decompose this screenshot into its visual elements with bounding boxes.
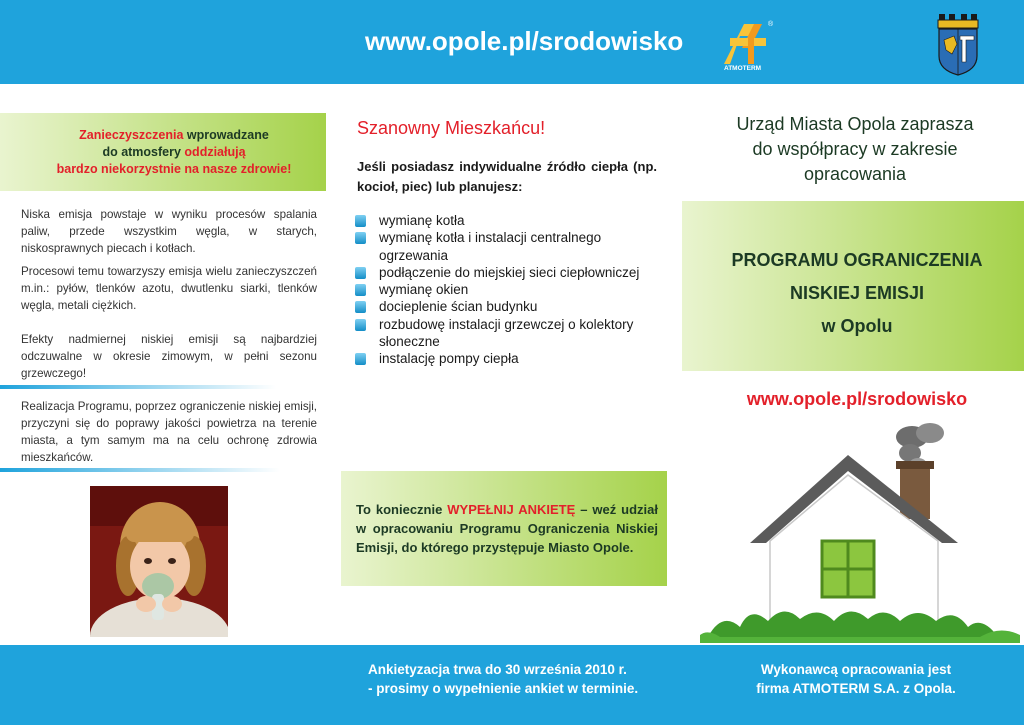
invitation-line: do współpracy w zakresie bbox=[752, 139, 958, 159]
program-title-line: NISKIEJ EMISJI bbox=[789, 283, 925, 303]
program-title-line: PROGRAMU OGRANICZENIA bbox=[731, 250, 983, 270]
invitation-line: Urząd Miasta Opola zaprasza bbox=[736, 114, 974, 134]
list-item bbox=[355, 281, 665, 298]
registered-mark: ® bbox=[768, 21, 774, 28]
paragraph-low-emission: Niska emisja powstaje w wyniku procesów spalania paliw, przede wszystkim węgla, w starych, niskosprawnych piecach i kotłach. bbox=[21, 208, 317, 255]
fill-survey-highlight: WYPEŁNIJ ANKIETĘ bbox=[447, 502, 576, 517]
intro-text: Jeśli posiadasz indywidualne źródło ciepła (np. kocioł, piec) lub planujesz: bbox=[357, 159, 657, 194]
atmoterm-logo bbox=[720, 18, 776, 72]
bullet-icon bbox=[355, 353, 366, 365]
plans-list bbox=[355, 212, 665, 368]
list-item bbox=[355, 212, 665, 229]
headline-affect: oddziałują bbox=[184, 145, 246, 159]
invitation-line: opracowania bbox=[803, 164, 907, 184]
survey-deadline-line: Ankietyzacja trwa do 30 września 2010 r. bbox=[368, 662, 627, 677]
divider-line bbox=[0, 385, 276, 389]
program-title bbox=[690, 244, 1024, 343]
bullet-icon bbox=[355, 215, 366, 227]
call-rest: – weź udział w opracowaniu Programu Ograniczenia Niskiej Emisji, do którego przystępuje Miasto Opole. bbox=[356, 502, 659, 555]
list-item-label: rozbudowę instalacji grzewczej o kolektory słoneczne bbox=[379, 316, 634, 350]
paragraph-effects: Efekty nadmiernej niskiej emisji są najbardziej odczuwalne w okresie zimowym, w pełni sezonu grzewczego! bbox=[21, 333, 317, 380]
list-item-label: wymianę kotła bbox=[379, 213, 465, 228]
headline-atmosphere: do atmosfery bbox=[102, 145, 185, 159]
bullet-icon bbox=[355, 319, 366, 331]
headline-pollution: Zanieczyszczenia bbox=[79, 128, 184, 142]
bullet-icon bbox=[355, 284, 366, 296]
list-item bbox=[355, 350, 665, 367]
contractor-line: Wykonawcą opracowania jest bbox=[760, 662, 952, 677]
list-item-label: wymianę okien bbox=[379, 282, 469, 298]
house-with-smoke-illustration bbox=[700, 415, 1020, 643]
headline-introduced: wprowadzane bbox=[183, 128, 269, 142]
call-start: To koniecznie bbox=[356, 502, 448, 517]
paragraph-pollutants: Procesowi temu towarzyszy emisja wielu zanieczyszczeń m.in.: pyłów, tlenków azotu, dwutlenku siarki, tlenków węgla, metali ciężkich. bbox=[21, 265, 317, 312]
list-item-label: instalację pompy ciepła bbox=[379, 351, 519, 367]
list-item bbox=[355, 229, 665, 264]
program-url-link[interactable]: www.opole.pl/srodowisko bbox=[746, 389, 968, 409]
left-headline bbox=[30, 127, 318, 178]
list-item bbox=[355, 316, 665, 351]
survey-call-text bbox=[356, 500, 658, 557]
invitation-heading bbox=[690, 112, 1020, 187]
city-crest-icon bbox=[936, 14, 980, 76]
logo-text: ATMOTERM bbox=[724, 65, 762, 72]
list-item bbox=[355, 264, 665, 281]
program-title-line: w Opolu bbox=[821, 316, 893, 336]
bullet-icon bbox=[355, 232, 366, 244]
header-url-link[interactable]: www.opole.pl/srodowisko bbox=[365, 26, 684, 56]
list-item bbox=[355, 298, 665, 315]
contractor-line: firma ATMOTERM S.A. z Opola. bbox=[756, 681, 956, 696]
list-item-label: docieplenie ścian budynku bbox=[379, 299, 538, 315]
contractor-info bbox=[725, 660, 987, 698]
divider-line bbox=[0, 468, 280, 472]
bullet-icon bbox=[355, 267, 366, 279]
greeting-title: Szanowny Mieszkańcu! bbox=[357, 118, 546, 138]
child-inhaler-photo bbox=[90, 486, 228, 637]
list-item-label: podłączenie do miejskiej sieci ciepłowniczej bbox=[379, 264, 640, 280]
bullet-icon bbox=[355, 301, 366, 313]
survey-deadline-line: - prosimy o wypełnienie ankiet w terminie. bbox=[368, 681, 639, 696]
paragraph-program: Realizacja Programu, poprzez ograniczenie niskiej emisji, przyczyni się do poprawy jakości powietrza na terenie miasta, a tym samym ma na celu ochronę zdrowia mieszkańców. bbox=[21, 400, 317, 464]
headline-health: bardzo niekorzystnie na nasze zdrowie! bbox=[56, 162, 292, 176]
list-item-label: wymianę kotła i instalacji centralnego ogrzewania bbox=[379, 230, 602, 263]
survey-deadline bbox=[368, 660, 672, 698]
